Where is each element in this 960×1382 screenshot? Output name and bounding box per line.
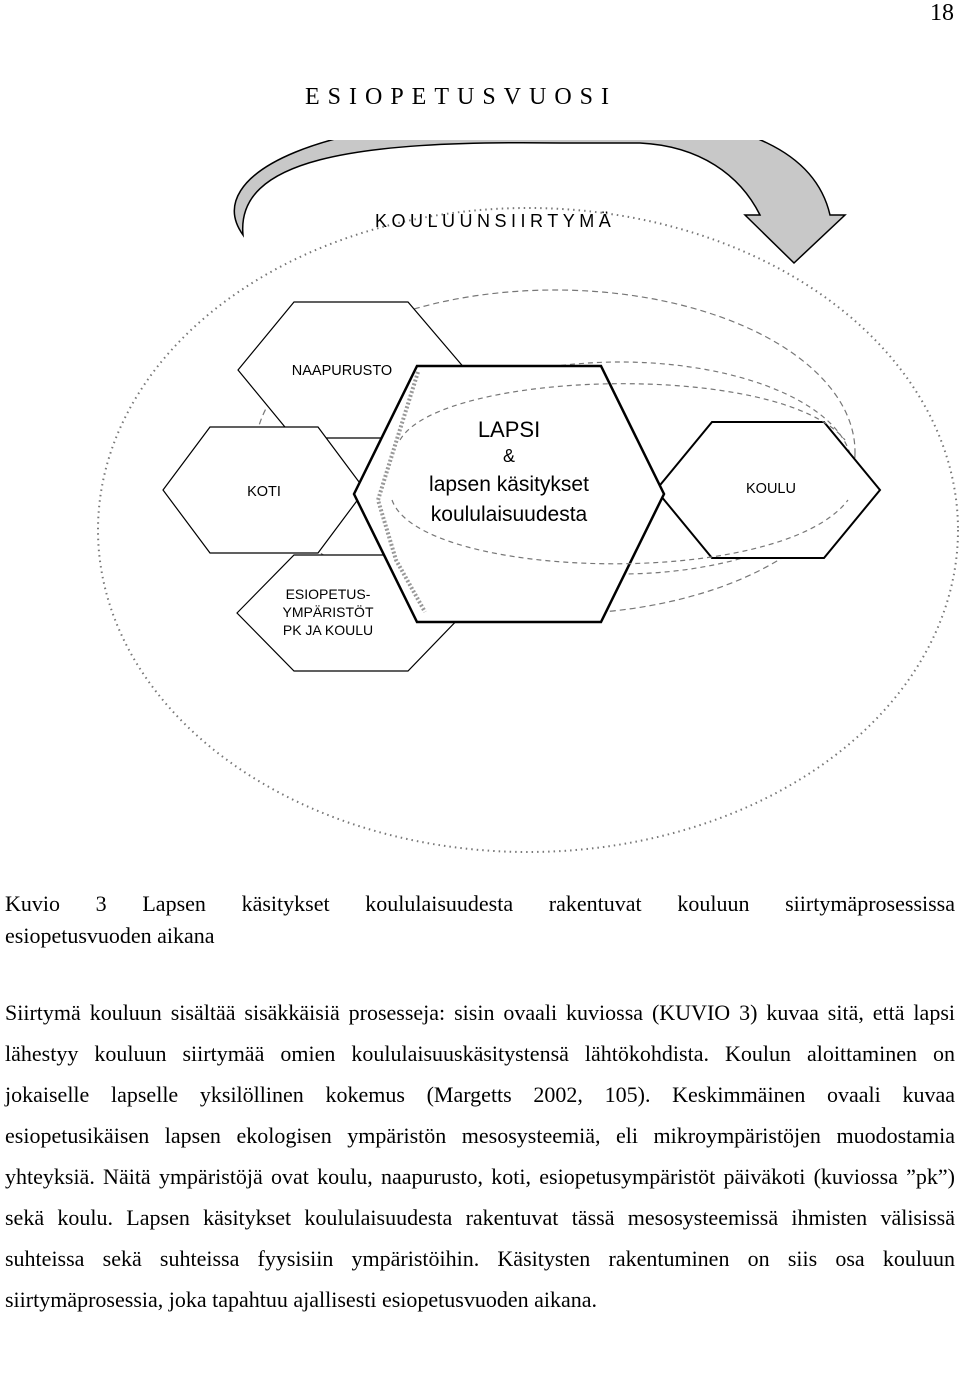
section-title: ESIOPETUSVUOSI xyxy=(305,84,618,110)
center-label-line4: koululaisuudesta xyxy=(430,503,588,526)
label-koti: KOTI xyxy=(247,484,281,500)
esiopetus-label-line2: YMPÄRISTÖT xyxy=(282,604,374,620)
figure-caption xyxy=(5,888,955,952)
label-koulu: KOULU xyxy=(746,481,796,497)
arrow-label: KOULUUNSIIRTYMÄ xyxy=(375,211,616,231)
page-number: 18 xyxy=(930,0,954,26)
label-naapurusto: NAAPURUSTO xyxy=(291,363,393,379)
center-label-line1: LAPSI xyxy=(477,417,541,442)
center-label-line3: lapsen käsitykset xyxy=(429,473,589,496)
center-label-line2: & xyxy=(502,446,516,466)
school-transition-figure xyxy=(0,140,960,870)
esiopetus-label-line3: PK JA KOULU xyxy=(282,622,374,638)
caption-line1: Kuvio 3 Lapsen käsitykset koululaisuudesta rakentuvat kouluun siirtymäprosessissa xyxy=(5,891,955,916)
caption-line2: esiopetusvuoden aikana xyxy=(5,923,215,948)
body-paragraph: Siirtymä kouluun sisältää sisäkkäisiä prosesseja: sisin ovaali kuviossa (KUVIO 3) kuvaa sitä, että lapsi lähestyy kouluun siirtymää omien koululaisuuskäsitystensä lähtökohdista. Koulun aloittaminen on jokaiselle lapselle yksilöllinen kokemus (Margetts 2002, 105). Keskimmäinen ovaali kuvaa esiopetusikäisen lapsen ekologisen ympäristön mesosysteemiä, eli mikroympäristöjen muodostamia yhteyksiä. Näitä ympäristöjä ovat koulu, naapurusto, koti, esiopetusympäristöt päiväkoti (kuviossa ”pk”) sekä koulu. Lapsen käsitykset koululaisuudesta rakentuvat tässä mesosysteemissä ihmisten välisissä suhteissa sekä suhteissa fyysisiin ympäristöihin. Käsitysten rakentuminen on siis osa kouluun siirtymäprosessia, joka tapahtuu ajallisesti esiopetusvuoden aikana. xyxy=(5,1000,955,1312)
transition-arrow xyxy=(234,140,845,263)
esiopetus-label-line1: ESIOPETUS- xyxy=(285,586,371,602)
